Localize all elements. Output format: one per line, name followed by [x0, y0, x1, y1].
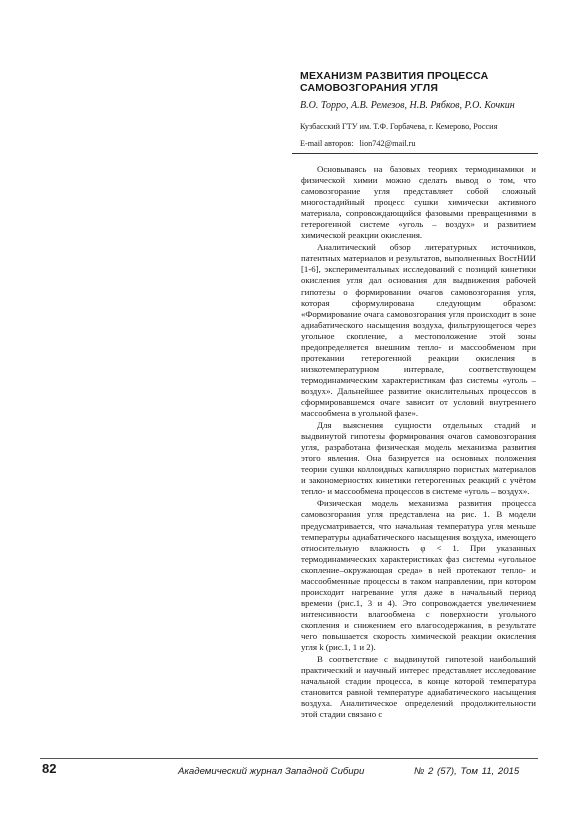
body-paragraph-5: В соответствие с выдвинутой гипотезой наибольший практический и научный интерес представляет исследование начальной стадии процесса, в конце которой температура становится равной температуре адиабатического насыщения воздуха. Аналитическое определений продолжительности этой стадии связано с [301, 654, 536, 720]
article-title [300, 70, 540, 94]
article-title-line-1: МЕХАНИЗМ РАЗВИТИЯ ПРОЦЕССА [300, 70, 489, 82]
article-title-line-2: САМОВОЗГОРАНИЯ УГЛЯ [300, 82, 439, 94]
journal-name: Академический журнал Западной Сибири [178, 766, 365, 777]
page-number: 82 [42, 761, 57, 776]
article-authors: В.О. Торро, А.В. Ремезов, Н.В. Рябков, Р.О. Кочкин [300, 100, 515, 111]
email-label: E-mail авторов: [300, 139, 354, 148]
journal-issue: № 2 (57), Том 11, 2015 [414, 766, 520, 777]
footer-divider [40, 758, 538, 759]
article-body [301, 164, 536, 720]
email-address[interactable]: lion742@mail.ru [359, 139, 416, 148]
author-affiliation: Кузбасский ГТУ им. Т.Ф. Горбачева, г. Кемерово, Россия [300, 122, 498, 131]
body-paragraph-4: Физическая модель механизма развития процесса самовозгорания угля представлена на рис. 1. В модели предусматривается, что начальная температура угля меньше температуры адиабатического насыщения воздуха, имеющего относительную влажность φ < 1. При указанных термодинамических характеристиках фаз системы «угольное скопление–окружающая среда» в ней протекают тепло- и массообменные процессы в таком направлении, при котором происходит нагревание угля даже в начальный период времени (рис.1, 3 и 4). Это сопровождается увеличением интенсивности влагообмена с поверхности угольного скопления и снижением его влагосодержания, в результате чего повышается скорость химической реакции окисления угля k (рис.1, 1 и 2). [301, 498, 536, 653]
body-paragraph-3: Для выяснения сущности отдельных стадий и выдвинутой гипотезы формирования очагов самовозгорания угля, разработана физическая модель механизма развития этого явления. Она базируется на основных положения теории сушки коллоидных капиллярно пористых материалов и закономерностях кинетики гетерогенных реакций с учётом тепло- и массообмена процессов в системе «уголь – воздух». [301, 420, 536, 497]
body-paragraph-2: Аналитический обзор литературных источников, патентных материалов и результатов, выполненных ВостНИИ [1-6], экспериментальных исследований с позиций кинетики окисления угля дал основания для выдвижения рабочей гипотезы о формировании очагов самовозгорания угля, которая сформулирована следующим образом: «Формирование очага самовозгорания угля происходит в зоне адиабатического насыщения воздуха, фильтрующегося через угольное скопление, а местоположение этой зоны предопределяется внешним тепло- и массообменом при протекании гетерогенной реакции окисления в низкотемпературном интервале, соответствующем термодинамическим характеристикам фаз системы «уголь – воздух». Дальнейшее развитие окислительных процессов в сформировавшемся очаге зависит от условий внутреннего массообмена в угольной фазе». [301, 242, 536, 419]
author-email-line [300, 139, 540, 148]
header-divider [292, 153, 538, 154]
body-paragraph-1: Основываясь на базовых теориях термодинамики и физической химии можно сделать вывод о том, что самовозгорание угля представляет собой сложный многостадийный процесс сушки химически активного материала, сопровождающийся фазовыми превращениями в гетерогенной системе «уголь – воздух» и развитием химической реакции окисления. [301, 164, 536, 241]
